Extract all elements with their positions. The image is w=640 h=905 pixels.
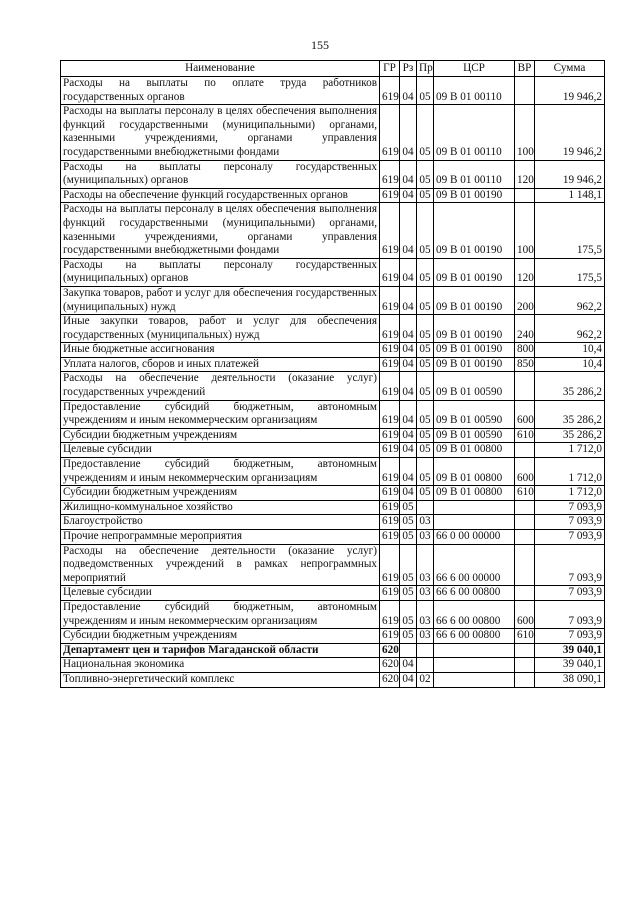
cell-csr: 66 6 00 00800 bbox=[434, 600, 515, 628]
cell-vr bbox=[515, 372, 535, 400]
cell-sum: 962,2 bbox=[535, 286, 605, 314]
cell-rz: 04 bbox=[400, 188, 417, 203]
cell-gr: 619 bbox=[380, 458, 400, 486]
table-row bbox=[61, 600, 605, 628]
cell-rz: 04 bbox=[400, 343, 417, 358]
cell-vr bbox=[515, 643, 535, 658]
cell-name: Прочие непрограммные мероприятия bbox=[61, 530, 380, 545]
cell-sum: 38 090,1 bbox=[535, 672, 605, 687]
cell-pr: 05 bbox=[417, 443, 434, 458]
cell-rz: 04 bbox=[400, 77, 417, 105]
cell-vr bbox=[515, 188, 535, 203]
cell-gr: 620 bbox=[380, 672, 400, 687]
cell-name: Расходы на выплаты по оплате труда работников государственных органов bbox=[61, 77, 380, 105]
cell-gr: 619 bbox=[380, 530, 400, 545]
cell-gr: 619 bbox=[380, 258, 400, 286]
cell-vr bbox=[515, 586, 535, 601]
cell-gr: 619 bbox=[380, 515, 400, 530]
table-row bbox=[61, 443, 605, 458]
cell-sum: 175,5 bbox=[535, 258, 605, 286]
cell-pr: 05 bbox=[417, 77, 434, 105]
cell-name: Иные закупки товаров, работ и услуг для обеспечения государственных (муниципальных) нужд bbox=[61, 315, 380, 343]
cell-sum: 7 093,9 bbox=[535, 544, 605, 586]
header-name: Наименование bbox=[61, 61, 380, 77]
cell-vr bbox=[515, 443, 535, 458]
cell-vr bbox=[515, 530, 535, 545]
cell-name: Расходы на выплаты персоналу в целях обеспечения выполнения функций государственными (муниципальными) органами, казенными учреждениями, органами управления государственными внебюджетными фондами bbox=[61, 203, 380, 258]
cell-csr: 09 В 01 00590 bbox=[434, 428, 515, 443]
cell-rz: 05 bbox=[400, 515, 417, 530]
cell-name: Целевые субсидии bbox=[61, 586, 380, 601]
cell-csr: 09 В 01 00190 bbox=[434, 203, 515, 258]
cell-name: Иные бюджетные ассигнования bbox=[61, 343, 380, 358]
table-row bbox=[61, 515, 605, 530]
cell-csr: 09 В 01 00190 bbox=[434, 286, 515, 314]
cell-rz: 05 bbox=[400, 586, 417, 601]
cell-gr: 619 bbox=[380, 372, 400, 400]
cell-rz: 04 bbox=[400, 486, 417, 501]
cell-rz: 05 bbox=[400, 629, 417, 644]
table-row bbox=[61, 530, 605, 545]
cell-rz: 04 bbox=[400, 372, 417, 400]
table-body bbox=[61, 77, 605, 688]
cell-gr: 619 bbox=[380, 428, 400, 443]
table-row bbox=[61, 203, 605, 258]
table-row bbox=[61, 586, 605, 601]
cell-sum: 962,2 bbox=[535, 315, 605, 343]
cell-pr bbox=[417, 643, 434, 658]
cell-gr: 619 bbox=[380, 343, 400, 358]
cell-sum: 1 712,0 bbox=[535, 486, 605, 501]
cell-csr bbox=[434, 500, 515, 515]
cell-name: Расходы на обеспечение деятельности (оказание услуг) подведомственных учреждений в рамках непрограммных мероприятий bbox=[61, 544, 380, 586]
cell-gr: 619 bbox=[380, 203, 400, 258]
header-sum: Сумма bbox=[535, 61, 605, 77]
cell-name: Уплата налогов, сборов и иных платежей bbox=[61, 357, 380, 372]
cell-sum: 7 093,9 bbox=[535, 530, 605, 545]
cell-pr: 05 bbox=[417, 258, 434, 286]
table-row bbox=[61, 188, 605, 203]
cell-pr: 05 bbox=[417, 372, 434, 400]
cell-pr bbox=[417, 500, 434, 515]
cell-csr: 09 В 01 00190 bbox=[434, 188, 515, 203]
header-rz: Рз bbox=[400, 61, 417, 77]
cell-rz: 04 bbox=[400, 428, 417, 443]
cell-csr: 09 В 01 00590 bbox=[434, 400, 515, 428]
cell-vr: 600 bbox=[515, 600, 535, 628]
cell-pr: 03 bbox=[417, 515, 434, 530]
cell-rz: 04 bbox=[400, 203, 417, 258]
cell-sum: 35 286,2 bbox=[535, 372, 605, 400]
cell-sum: 7 093,9 bbox=[535, 586, 605, 601]
cell-vr: 200 bbox=[515, 286, 535, 314]
header-gr: ГР bbox=[380, 61, 400, 77]
table-row bbox=[61, 286, 605, 314]
cell-rz: 05 bbox=[400, 544, 417, 586]
cell-pr: 05 bbox=[417, 400, 434, 428]
cell-sum: 10,4 bbox=[535, 343, 605, 358]
table-row bbox=[61, 343, 605, 358]
cell-rz: 04 bbox=[400, 400, 417, 428]
header-vr: ВР bbox=[515, 61, 535, 77]
cell-vr bbox=[515, 544, 535, 586]
table-row bbox=[61, 544, 605, 586]
cell-sum: 19 946,2 bbox=[535, 77, 605, 105]
table-row bbox=[61, 400, 605, 428]
cell-rz: 04 bbox=[400, 160, 417, 188]
cell-name: Жилищно-коммунальное хозяйство bbox=[61, 500, 380, 515]
cell-name: Расходы на выплаты персоналу государственных (муниципальных) органов bbox=[61, 160, 380, 188]
table-row bbox=[61, 629, 605, 644]
cell-sum: 175,5 bbox=[535, 203, 605, 258]
cell-name: Субсидии бюджетным учреждениям bbox=[61, 629, 380, 644]
cell-sum: 35 286,2 bbox=[535, 400, 605, 428]
cell-vr: 800 bbox=[515, 343, 535, 358]
cell-rz: 05 bbox=[400, 530, 417, 545]
cell-csr: 09 В 01 00190 bbox=[434, 258, 515, 286]
cell-rz: 04 bbox=[400, 458, 417, 486]
cell-pr: 05 bbox=[417, 458, 434, 486]
table-row bbox=[61, 643, 605, 658]
table-row bbox=[61, 672, 605, 687]
cell-name: Закупка товаров, работ и услуг для обеспечения государственных (муниципальных) нужд bbox=[61, 286, 380, 314]
cell-pr: 05 bbox=[417, 357, 434, 372]
table-row bbox=[61, 458, 605, 486]
cell-csr bbox=[434, 643, 515, 658]
cell-vr: 610 bbox=[515, 629, 535, 644]
cell-csr: 09 В 01 00800 bbox=[434, 486, 515, 501]
cell-csr: 09 В 01 00800 bbox=[434, 458, 515, 486]
cell-pr: 03 bbox=[417, 544, 434, 586]
cell-pr: 05 bbox=[417, 105, 434, 160]
cell-gr: 619 bbox=[380, 286, 400, 314]
cell-vr bbox=[515, 500, 535, 515]
cell-pr: 03 bbox=[417, 600, 434, 628]
cell-gr: 620 bbox=[380, 643, 400, 658]
cell-csr: 66 6 00 00800 bbox=[434, 629, 515, 644]
cell-sum: 39 040,1 bbox=[535, 658, 605, 673]
cell-name: Департамент цен и тарифов Магаданской области bbox=[61, 643, 380, 658]
table-row bbox=[61, 258, 605, 286]
cell-pr: 05 bbox=[417, 203, 434, 258]
cell-vr bbox=[515, 515, 535, 530]
cell-gr: 619 bbox=[380, 586, 400, 601]
cell-rz: 04 bbox=[400, 258, 417, 286]
cell-name: Расходы на обеспечение деятельности (оказание услуг) государственных учреждений bbox=[61, 372, 380, 400]
cell-gr: 619 bbox=[380, 160, 400, 188]
cell-vr: 100 bbox=[515, 105, 535, 160]
cell-gr: 620 bbox=[380, 658, 400, 673]
cell-rz: 04 bbox=[400, 658, 417, 673]
cell-vr: 120 bbox=[515, 258, 535, 286]
cell-name: Предоставление субсидий бюджетным, автономным учреждениям и иным некоммерческим организациям bbox=[61, 458, 380, 486]
cell-csr: 09 В 01 00190 bbox=[434, 357, 515, 372]
header-pr: Пр bbox=[417, 61, 434, 77]
cell-name: Благоустройство bbox=[61, 515, 380, 530]
cell-vr: 120 bbox=[515, 160, 535, 188]
cell-gr: 619 bbox=[380, 357, 400, 372]
cell-pr: 03 bbox=[417, 530, 434, 545]
cell-csr: 09 В 01 00110 bbox=[434, 77, 515, 105]
cell-vr: 600 bbox=[515, 400, 535, 428]
cell-vr bbox=[515, 672, 535, 687]
cell-name: Субсидии бюджетным учреждениям bbox=[61, 486, 380, 501]
cell-pr: 05 bbox=[417, 286, 434, 314]
cell-csr: 66 6 00 00800 bbox=[434, 586, 515, 601]
cell-csr: 09 В 01 00190 bbox=[434, 343, 515, 358]
cell-pr: 05 bbox=[417, 188, 434, 203]
cell-csr: 09 В 01 00590 bbox=[434, 372, 515, 400]
cell-pr: 05 bbox=[417, 486, 434, 501]
cell-sum: 1 712,0 bbox=[535, 458, 605, 486]
cell-csr: 09 В 01 00110 bbox=[434, 105, 515, 160]
table-row bbox=[61, 77, 605, 105]
cell-sum: 10,4 bbox=[535, 357, 605, 372]
cell-rz: 05 bbox=[400, 600, 417, 628]
table-row bbox=[61, 315, 605, 343]
cell-sum: 7 093,9 bbox=[535, 600, 605, 628]
cell-rz: 04 bbox=[400, 357, 417, 372]
cell-pr: 05 bbox=[417, 160, 434, 188]
cell-csr bbox=[434, 515, 515, 530]
cell-name: Целевые субсидии bbox=[61, 443, 380, 458]
cell-csr: 66 0 00 00000 bbox=[434, 530, 515, 545]
cell-csr: 09 В 01 00110 bbox=[434, 160, 515, 188]
cell-sum: 39 040,1 bbox=[535, 643, 605, 658]
cell-vr: 600 bbox=[515, 458, 535, 486]
table-row bbox=[61, 500, 605, 515]
cell-vr: 610 bbox=[515, 486, 535, 501]
page-number: 155 bbox=[311, 38, 329, 52]
cell-pr: 05 bbox=[417, 315, 434, 343]
cell-rz: 04 bbox=[400, 105, 417, 160]
cell-rz: 04 bbox=[400, 315, 417, 343]
cell-vr: 100 bbox=[515, 203, 535, 258]
cell-name: Национальная экономика bbox=[61, 658, 380, 673]
cell-sum: 19 946,2 bbox=[535, 105, 605, 160]
cell-sum: 7 093,9 bbox=[535, 629, 605, 644]
table-row bbox=[61, 357, 605, 372]
cell-name: Расходы на обеспечение функций государственных органов bbox=[61, 188, 380, 203]
cell-pr: 05 bbox=[417, 343, 434, 358]
cell-rz: 05 bbox=[400, 500, 417, 515]
cell-pr: 03 bbox=[417, 586, 434, 601]
cell-name: Предоставление субсидий бюджетным, автономным учреждениям и иным некоммерческим организациям bbox=[61, 400, 380, 428]
cell-rz: 04 bbox=[400, 672, 417, 687]
cell-gr: 619 bbox=[380, 105, 400, 160]
cell-sum: 7 093,9 bbox=[535, 500, 605, 515]
cell-sum: 1 712,0 bbox=[535, 443, 605, 458]
cell-csr bbox=[434, 658, 515, 673]
header-csr: ЦСР bbox=[434, 61, 515, 77]
cell-gr: 619 bbox=[380, 629, 400, 644]
cell-vr bbox=[515, 658, 535, 673]
cell-name: Топливно-энергетический комплекс bbox=[61, 672, 380, 687]
cell-csr: 66 6 00 00000 bbox=[434, 544, 515, 586]
cell-vr: 240 bbox=[515, 315, 535, 343]
cell-csr: 09 В 01 00800 bbox=[434, 443, 515, 458]
cell-gr: 619 bbox=[380, 188, 400, 203]
cell-vr: 850 bbox=[515, 357, 535, 372]
table-row bbox=[61, 372, 605, 400]
cell-gr: 619 bbox=[380, 400, 400, 428]
cell-name: Расходы на выплаты персоналу государственных (муниципальных) органов bbox=[61, 258, 380, 286]
cell-gr: 619 bbox=[380, 486, 400, 501]
cell-gr: 619 bbox=[380, 315, 400, 343]
cell-csr: 09 В 01 00190 bbox=[434, 315, 515, 343]
table-row bbox=[61, 105, 605, 160]
cell-pr: 05 bbox=[417, 428, 434, 443]
cell-rz: 04 bbox=[400, 443, 417, 458]
cell-rz: 04 bbox=[400, 286, 417, 314]
cell-gr: 619 bbox=[380, 544, 400, 586]
cell-vr bbox=[515, 77, 535, 105]
cell-vr: 610 bbox=[515, 428, 535, 443]
cell-gr: 619 bbox=[380, 443, 400, 458]
cell-sum: 7 093,9 bbox=[535, 515, 605, 530]
cell-csr bbox=[434, 672, 515, 687]
cell-name: Расходы на выплаты персоналу в целях обеспечения выполнения функций государственными (муниципальными) органами, казенными учреждениями, органами управления государственными внебюджетными фондами bbox=[61, 105, 380, 160]
cell-pr: 03 bbox=[417, 629, 434, 644]
table-row bbox=[61, 428, 605, 443]
cell-name: Субсидии бюджетным учреждениям bbox=[61, 428, 380, 443]
cell-sum: 35 286,2 bbox=[535, 428, 605, 443]
cell-gr: 619 bbox=[380, 600, 400, 628]
table-row bbox=[61, 658, 605, 673]
cell-gr: 619 bbox=[380, 77, 400, 105]
table-header-row bbox=[61, 61, 605, 77]
cell-gr: 619 bbox=[380, 500, 400, 515]
cell-sum: 1 148,1 bbox=[535, 188, 605, 203]
cell-rz bbox=[400, 643, 417, 658]
cell-pr bbox=[417, 658, 434, 673]
table-row bbox=[61, 160, 605, 188]
cell-name: Предоставление субсидий бюджетным, автономным учреждениям и иным некоммерческим организациям bbox=[61, 600, 380, 628]
cell-pr: 02 bbox=[417, 672, 434, 687]
budget-table bbox=[60, 60, 605, 688]
table-row bbox=[61, 486, 605, 501]
cell-sum: 19 946,2 bbox=[535, 160, 605, 188]
